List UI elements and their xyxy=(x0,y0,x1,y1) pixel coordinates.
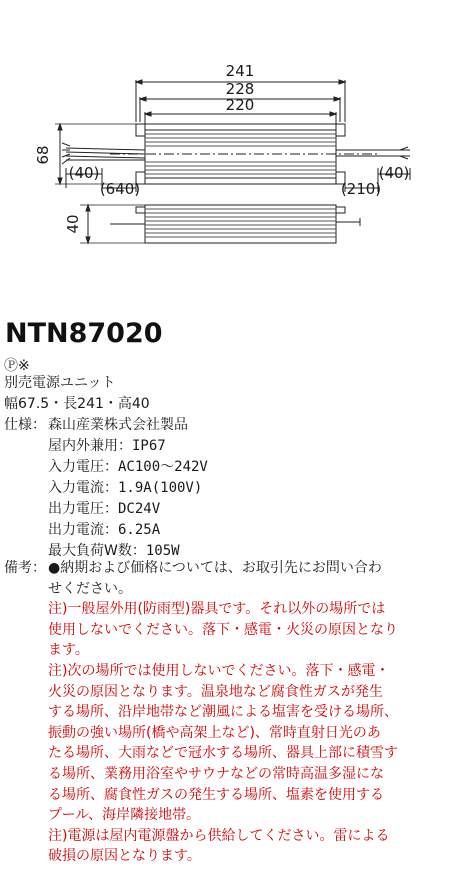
note-line: 注)一般屋外用(防雨型)器具です。それ以外の場所では xyxy=(48,601,386,618)
spec-label: 仕様： xyxy=(4,417,46,433)
dim-228: 228 xyxy=(225,80,255,98)
note-line: 注)次の場所では使用しないでください。落下・感電・ xyxy=(48,662,390,679)
spec-item: 入力電圧：AC100〜242V xyxy=(48,459,208,475)
spec-key: 入力電流 xyxy=(48,480,104,496)
spec-value: DC24V xyxy=(118,501,161,517)
certification-marks: Ⓟ※ xyxy=(4,358,30,374)
dim-210: (210) xyxy=(340,180,382,198)
note-line: ●納期および価格については、お取引先にお問い合わ xyxy=(48,560,382,576)
spec-maker: 森山産業株式会社製品 xyxy=(48,417,188,433)
note-line: たる場所、大雨などで冠水する場所、器具上部に積雪す xyxy=(48,745,398,762)
note-line: せください。 xyxy=(48,580,132,597)
note-line: る場所、腐食性ガスの発生する場所、塩素を使用する xyxy=(48,786,384,803)
note-line: 使用しないでください。落下・感電・火災の原因となり xyxy=(48,621,398,638)
product-size: 幅67.5・長241・高40 xyxy=(4,396,150,412)
notes-block xyxy=(4,558,454,867)
dim-68: 68 xyxy=(34,145,52,165)
spec-value: IP67 xyxy=(132,438,166,454)
spec-item: 入力電流：1.9A(100V) xyxy=(48,480,203,496)
note-line: 火災の原因となります。温泉地など腐食性ガスが発生 xyxy=(48,683,383,700)
dim-220: 220 xyxy=(225,96,255,114)
dim-241: 241 xyxy=(225,62,255,80)
note-line: する場所、沿岸地帯など潮風による塩害を受ける場所、 xyxy=(48,704,398,721)
product-name: 別売電源ユニット xyxy=(4,375,116,391)
dim-640: (640) xyxy=(99,180,141,198)
notes-body xyxy=(48,558,454,867)
spec-value: AC100〜242V xyxy=(118,459,208,475)
dim-left-40: (40) xyxy=(68,164,100,182)
spec-item: 屋内外兼用：IP67 xyxy=(48,438,166,454)
spec-value: 1.9A(100V) xyxy=(118,480,203,496)
note-line: 振動の強い場所(橋や高架上など)、常時直射日光のあ xyxy=(48,724,381,741)
spec-key: 入力電圧 xyxy=(48,459,104,475)
notes-label: 備考： xyxy=(4,560,46,576)
spec-value: 6.25A xyxy=(118,522,161,538)
note-line: 注)電源は屋内電源盤から供給してください。雷による xyxy=(48,827,390,844)
note-line: プール、海岸隣接地帯。 xyxy=(48,807,201,824)
spec-item: 最大負荷W数：105W xyxy=(48,543,180,559)
note-line: 破損の原因となります。 xyxy=(48,848,201,865)
spec-key: 出力電流 xyxy=(48,522,104,538)
note-line: ます。 xyxy=(48,642,89,659)
spec-key: 最大負荷W数 xyxy=(48,543,132,559)
note-line: る場所、業務用浴室やサウナなどの常時高温多湿にな xyxy=(48,765,384,782)
dimension-drawing xyxy=(0,0,457,300)
model-number: NTN87020 xyxy=(5,318,163,349)
spec-item: 出力電圧：DC24V xyxy=(48,501,161,517)
spec-key: 出力電圧 xyxy=(48,501,104,517)
spec-key: 屋内外兼用 xyxy=(48,438,118,454)
spec-value: 105W xyxy=(145,543,180,559)
spec-item: 出力電流：6.25A xyxy=(48,522,161,538)
dim-depth-40: 40 xyxy=(64,214,82,234)
dim-right-40: (40) xyxy=(378,164,410,182)
